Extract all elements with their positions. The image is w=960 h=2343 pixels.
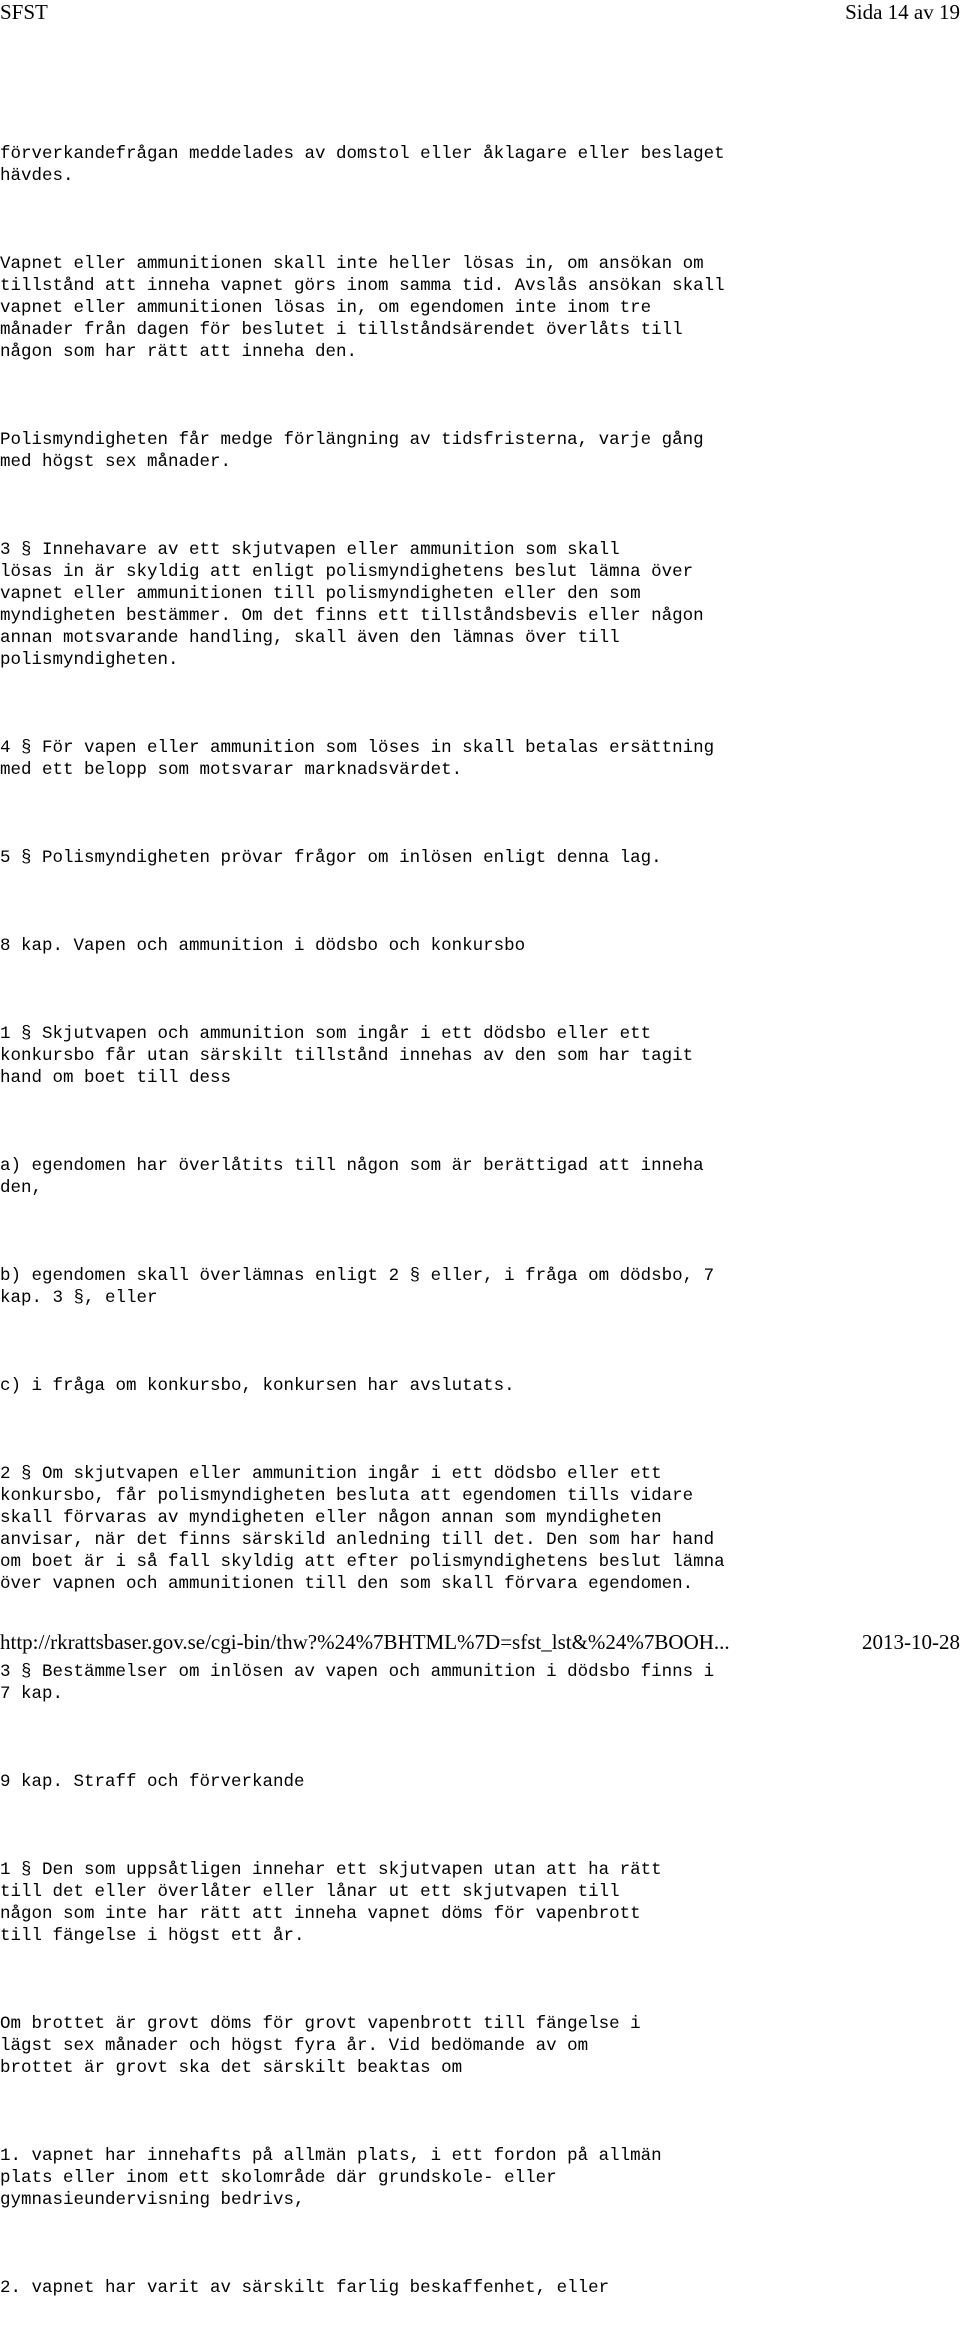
footer-date: 2013-10-28 (862, 1630, 960, 1654)
paragraph: b) egendomen skall överlämnas enligt 2 § eller, i fråga om dödsbo, 7 kap. 3 §, eller (0, 1266, 715, 1308)
paragraph: Om brottet är grovt döms för grovt vapenbrott till fängelse i lägst sex månader och högst fyra år. Vid bedömande av om brottet är grovt ska det särskilt beaktas om (0, 2014, 641, 2078)
paragraph: 4 § För vapen eller ammunition som löses in skall betalas ersättning med ett belopp som motsvarar marknadsvärdet. (0, 738, 715, 780)
paragraph: Polismyndigheten får medge förlängning av tidsfristerna, varje gång med högst sex månader. (0, 430, 704, 472)
paragraph: förverkandefrågan meddelades av domstol eller åklagare eller beslaget hävdes. (0, 144, 725, 186)
paragraph: 3 § Bestämmelser om inlösen av vapen och ammunition i dödsbo finns i 7 kap. (0, 1662, 715, 1704)
footer-url: http://rkrattsbaser.gov.se/cgi-bin/thw?%24%7BHTML%7D=sfst_lst&%24%7BOOH... (0, 1630, 730, 1654)
page-header (0, 0, 960, 24)
paragraph: Vapnet eller ammunitionen skall inte heller lösas in, om ansökan om tillstånd att inneha vapnet görs inom samma tid. Avslås ansökan skall vapnet eller ammunitionen lösas in, om egendomen inte inom tre månader från dagen för beslutet i tillståndsärendet överlåts till någon som har rätt att inneha den. (0, 254, 725, 362)
paragraph: 2 § Om skjutvapen eller ammunition ingår i ett dödsbo eller ett konkursbo, får polismyndigheten besluta att egendomen tills vidare skall förvaras av myndigheten eller någon annan som myndigheten anvisar, när det finns särskild anledning till det. Den som har hand om boet är i så fall skyldig att efter polismyndighetens beslut lämna över vapnen och ammunitionen till den som skall förvara egendomen. (0, 1464, 725, 1594)
paragraph: c) i fråga om konkursbo, konkursen har avslutats. (0, 1376, 515, 1396)
paragraph: 5 § Polismyndigheten prövar frågor om inlösen enligt denna lag. (0, 848, 662, 868)
paragraph: 1 § Den som uppsåtligen innehar ett skjutvapen utan att ha rätt till det eller överlåter eller lånar ut ett skjutvapen till någon som inte har rätt att inneha vapnet döms för vapenbrott till fängelse i högst ett år. (0, 1860, 662, 1946)
paragraph: 1 § Skjutvapen och ammunition som ingår i ett dödsbo eller ett konkursbo får utan särskilt tillstånd innehas av den som har tagit hand om boet till dess (0, 1024, 694, 1088)
chapter-heading: 8 kap. Vapen och ammunition i dödsbo och konkursbo (0, 936, 526, 956)
paragraph: 1. vapnet har innehafts på allmän plats, i ett fordon på allmän plats eller inom ett skolområde där grundskole- eller gymnasieundervisning bedrivs, (0, 2146, 662, 2210)
chapter-heading: 9 kap. Straff och förverkande (0, 1772, 305, 1792)
paragraph: 2. vapnet har varit av särskilt farlig beskaffenhet, eller (0, 2278, 610, 2298)
page-number: Sida 14 av 19 (845, 0, 960, 24)
document-body (0, 99, 960, 2343)
header-title: SFST (0, 0, 48, 24)
paragraph: 3 § Innehavare av ett skjutvapen eller ammunition som skall lösas in är skyldig att enligt polismyndighetens beslut lämna över vapnet eller ammunitionen till polismyndigheten eller den som myndigheten bestämmer. Om det finns ett tillståndsbevis eller någon annan motsvarande handling, skall även den lämnas över till polismyndigheten. (0, 540, 704, 670)
paragraph: a) egendomen har överlåtits till någon som är berättigad att inneha den, (0, 1156, 704, 1198)
page-footer (0, 1630, 960, 1654)
